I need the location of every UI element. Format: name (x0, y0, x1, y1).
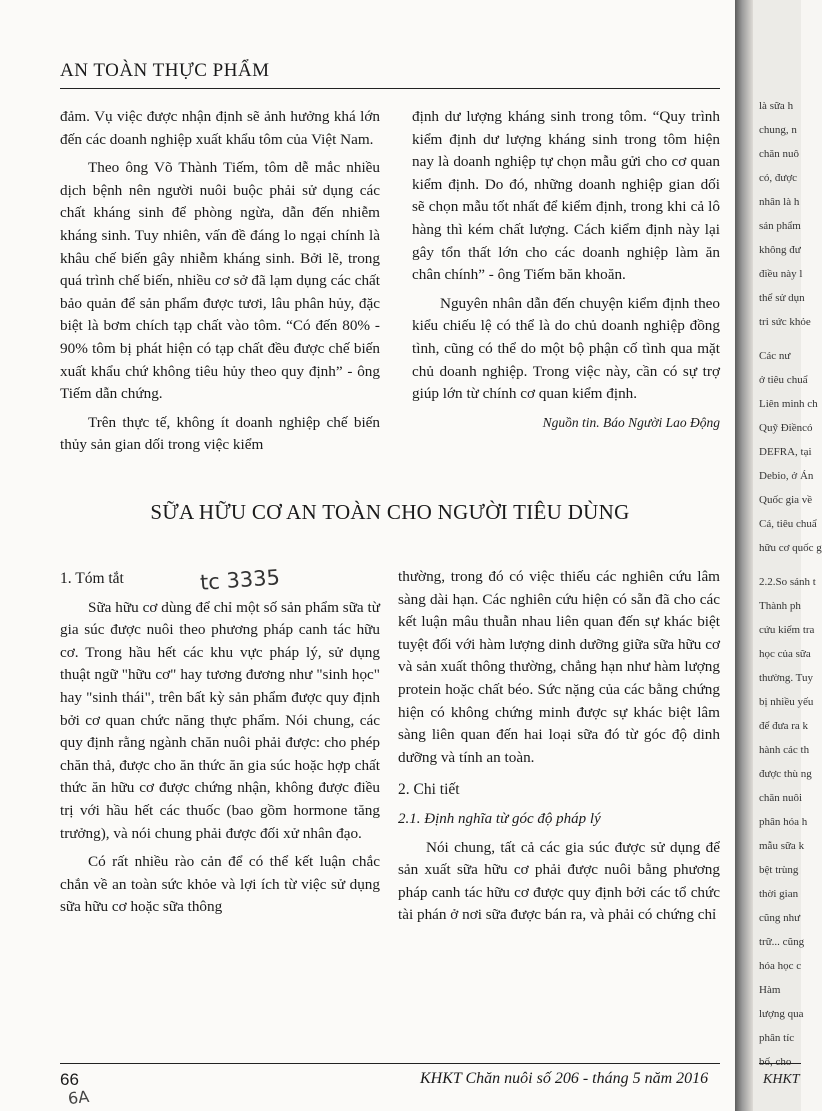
edge-fragment: bị nhiều yếu (759, 696, 814, 708)
edge-fragment: chung, n (759, 124, 797, 136)
edge-fragment: học của sữa (759, 648, 811, 660)
edge-fragment: tri sức khỏe (759, 316, 811, 328)
edge-fragment: sản phẩm (759, 220, 801, 232)
header-rule (60, 88, 720, 89)
edge-fragment: Liên minh ch (759, 398, 818, 410)
paragraph: Trên thực tế, không ít doanh nghiệp chế biến thủy sản gian dối trong việc kiểm (60, 413, 380, 454)
edge-footer-text: KHKT (763, 1072, 800, 1087)
edge-fragment: bố, cho (759, 1056, 792, 1068)
source-credit: Nguồn tin. Báo Người Lao Động (542, 414, 720, 430)
previous-article-left-column (60, 106, 380, 457)
journal-citation: KHKT Chăn nuôi số 206 - tháng 5 năm 2016 (420, 1070, 709, 1087)
paragraph: đảm. Vụ việc được nhận định sẽ ảnh hưởng khá lớn đến các doanh nghiệp xuất khẩu tôm của Việt Nam. (60, 108, 380, 148)
edge-fragment: phân tíc (759, 1032, 795, 1044)
edge-fragment: cũng như (759, 912, 801, 924)
edge-fragment: Thành ph (759, 600, 801, 612)
paragraph: định dư lượng kháng sinh trong tôm. “Quy trình kiểm định dư lượng kháng sinh trong tôm hiện nay là doanh nghiệp tự chọn mẫu gửi cho cơ quan kiểm định. Do đó, những doanh nghiệp gian dối sẽ chọn mẫu tốt nhất để kiểm định, trong khi cả lô hàng thì kém chất lượng. Cách kiểm định này lại gây tổn thất lớn cho các doanh nghiệp làm ăn chân chính” - ông Tiếm băn khoăn. (412, 108, 720, 284)
edge-fragment: nhân là h (759, 196, 800, 208)
next-page-edge (735, 0, 822, 1111)
edge-fragment: Quỹ Điềncó (759, 422, 813, 434)
edge-fragment: hành các th (759, 744, 810, 756)
edge-fragment: được thù ng (759, 768, 812, 780)
handwritten-note: tc 3335 (199, 565, 281, 595)
paragraph: Có rất nhiều rào cản để có thể kết luận chắc chắn về an toàn sức khỏe và lợi ích từ việc sử dụng sữa hữu cơ hoặc sữa thông (60, 853, 380, 916)
edge-fragment: Cá, tiêu chuẩ (759, 518, 817, 530)
edge-fragment: chăn nuôi (759, 792, 803, 804)
edge-footer-rule (759, 1063, 801, 1064)
edge-fragment: Các nư (759, 350, 791, 362)
handwritten-mark: 6A (67, 1086, 91, 1109)
edge-fragment: có, được (759, 172, 798, 184)
footer-rule (60, 1063, 720, 1064)
edge-fragment: trữ... cũng (759, 936, 805, 948)
previous-article-right-column (412, 106, 720, 434)
edge-fragment: không đư (759, 244, 801, 256)
edge-fragment: là sữa h (759, 100, 794, 112)
edge-fragment: ở tiêu chuẩ (759, 374, 808, 386)
edge-fragment: để đưa ra k (759, 720, 809, 732)
edge-fragment: Hàm (759, 984, 781, 996)
edge-fragment: hóa học c (759, 960, 802, 972)
edge-fragment: lượng qua (759, 1008, 804, 1020)
page-number: 66 (60, 1070, 79, 1089)
subsection-heading: 2.1. Định nghĩa từ góc độ pháp lý (398, 810, 601, 827)
article-title: SỮA HỮU CƠ AN TOÀN CHO NGƯỜI TIÊU DÙNG (150, 500, 630, 524)
article-left-column (60, 568, 380, 919)
section-header: AN TOÀN THỰC PHẨM (60, 60, 270, 81)
edge-fragment: Debio, ở Án (759, 470, 814, 482)
edge-fragment: phân hóa h (759, 816, 808, 828)
edge-fragment: 2.2.So sánh t (759, 576, 816, 588)
edge-fragment: thể sử dụn (759, 292, 805, 304)
paragraph: thường, trong đó có việc thiếu các nghiên cứu lâm sàng dài hạn. Các nghiên cứu hiện có sẵn đã cho các kết luận mâu thuẫn nhau liên quan đến sự khác biệt tuyệt đối với hàm lượng dinh dưỡng giữa sữa hữu cơ và sản xuất thông thường, chẳng hạn như hàm lượng protein hoặc chất béo. Sức nặng của các bằng chứng hiện có không chứng minh được sự khác biệt lâm sàng liên quan đến hai loại sữa đó từ góc độ dinh dưỡng và tính an toàn. (398, 568, 720, 766)
paragraph: Nói chung, tất cả các gia súc được sử dụng để sản xuất sữa hữu cơ phải được nuôi bằng phương pháp canh tác hữu cơ được quy định bởi các tổ chức tài phán ở nơi sữa được bán ra, và phải có chứng chỉ (398, 838, 720, 924)
binding-shadow (735, 0, 753, 1111)
edge-fragment: bệt trùng (759, 864, 799, 876)
paragraph: Nguyên nhân dẫn đến chuyện kiểm định theo kiểu chiếu lệ có thể là do chủ doanh nghiệp đồng tình, cũng có thể do một bộ phận cố tình qua mặt chủ doanh nghiệp. Trong việc này, cần có sự trợ giúp lớn từ chính cơ quan kiểm định. (412, 294, 720, 403)
paragraph: Sữa hữu cơ dùng để chỉ một số sản phẩm sữa từ gia súc được nuôi theo phương pháp canh tác hữu cơ. Trong hầu hết các khu vực pháp lý, sử dụng thuật ngữ "hữu cơ" hay tương đương như "sinh học" hay "sinh thái", trên bất kỳ sản phẩm được quy định bởi cơ quan chức năng thực phẩm. Nói chung, các quy định rằng ngành chăn nuôi phải được: cho phép chăn thả, được cho ăn thức ăn gia súc hoặc hợp chất thức ăn hữu cơ được chứng nhận, không được điều trị với hầu hết các thuốc (bao gồm hormone tăng trưởng), và nói chung phải được đối xử nhân đạo. (60, 598, 380, 842)
edge-fragment: mẫu sữa k (759, 840, 805, 852)
edge-fragment: điều này l (759, 268, 803, 280)
edge-fragment: thời gian (759, 888, 799, 900)
article-right-column (398, 566, 720, 927)
section-heading: 1. Tóm tắt (60, 570, 124, 587)
edge-fragment: chăn nuô (759, 148, 800, 160)
edge-fragment: cứu kiểm tra (759, 624, 815, 636)
section-heading: 2. Chi tiết (398, 781, 460, 799)
edge-fragment: thường. Tuy (759, 672, 813, 684)
edge-fragment: hữu cơ quốc g (759, 542, 822, 554)
edge-fragment: DEFRA, tại (759, 446, 812, 458)
paragraph: Theo ông Võ Thành Tiếm, tôm dễ mắc nhiều dịch bệnh nên người nuôi buộc phải sử dụng các chất kháng sinh để phòng ngừa, dẫn đến nhiễm kháng sinh. Tuy nhiên, vấn đề đáng lo ngại chính là khâu chế biến gây nhiễm kháng sinh. Bởi lẽ, trong quá trình chế biến, nhiều cơ sở đã lạm dụng các chất bảo quản để sản phẩm được tươi, lâu phân hủy, đặc biệt là bơm chích tạp chất vào tôm. “Có đến 80% - 90% tôm bị phát hiện có tạp chất đều được chế biến xuất khẩu chứ không tiêu hủy theo quy định” - ông Tiếm dẫn chứng. (60, 159, 380, 403)
edge-fragment: Quốc gia về (759, 494, 813, 506)
